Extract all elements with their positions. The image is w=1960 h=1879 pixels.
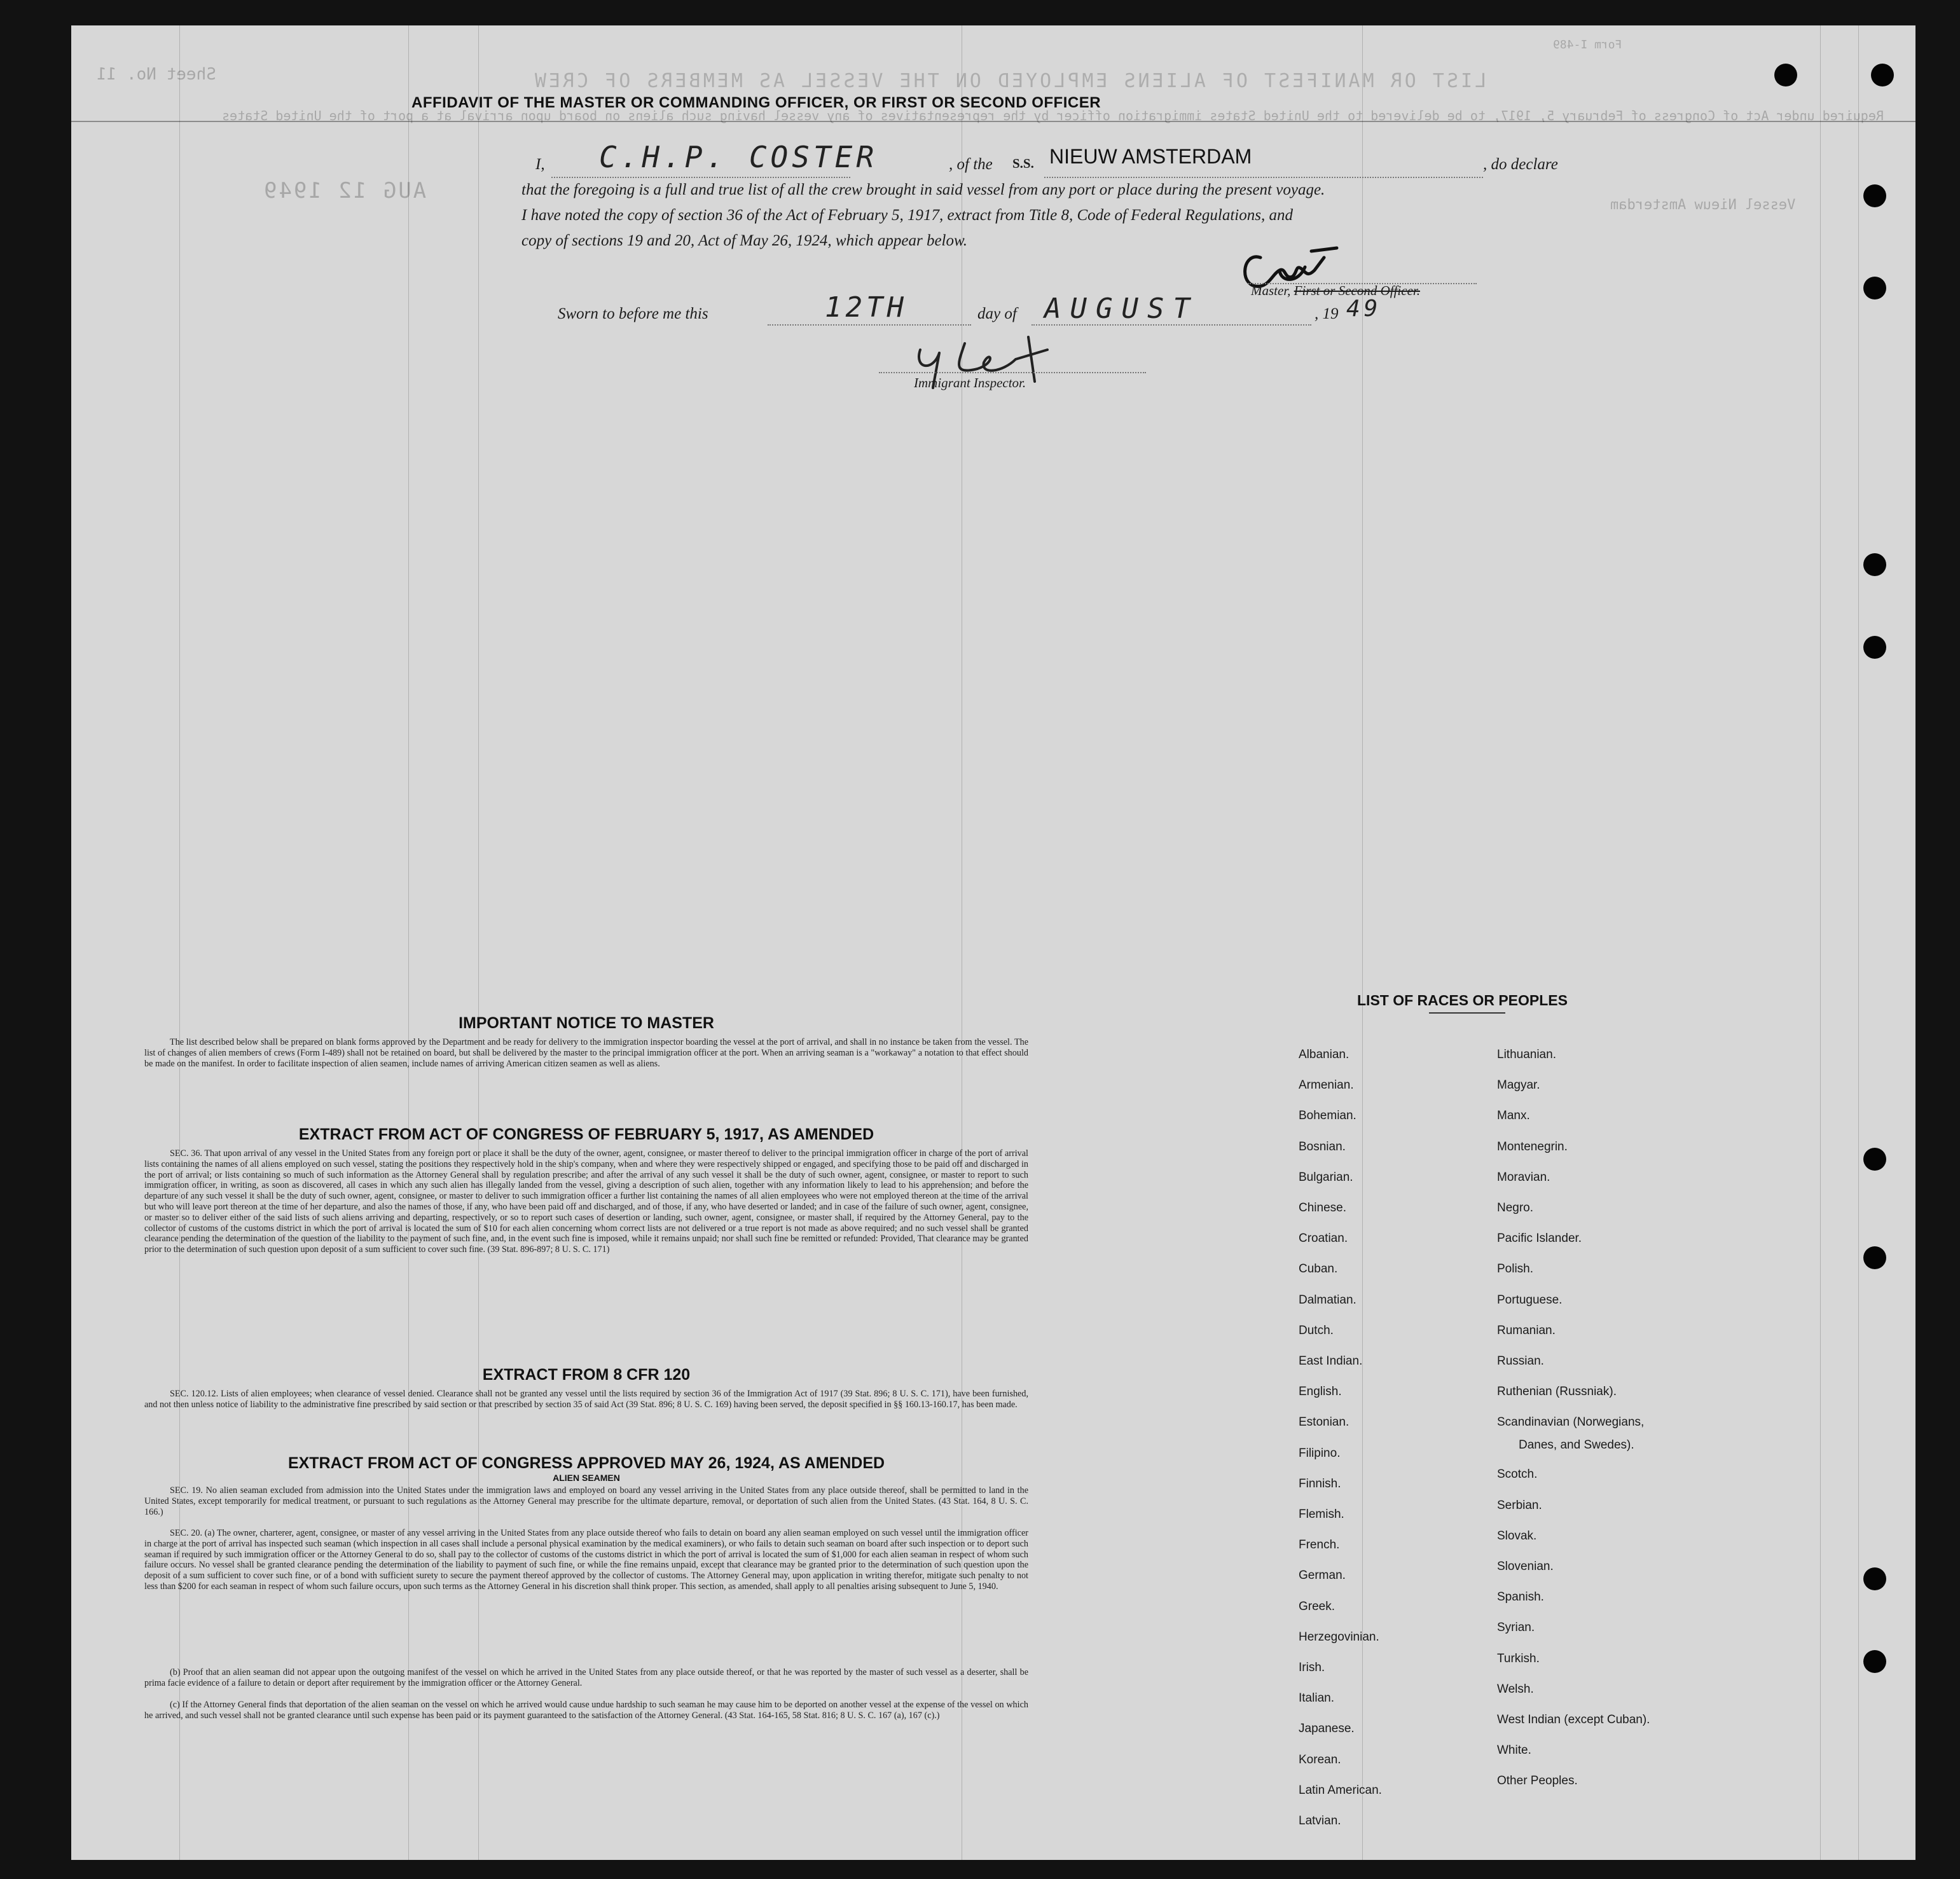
master-signature-line (1248, 283, 1477, 284)
inspector-label: Immigrant Inspector. (914, 375, 1026, 390)
race-item: Russian. (1497, 1354, 1544, 1368)
race-item: Bosnian. (1299, 1139, 1346, 1153)
race-item: Polish. (1497, 1262, 1534, 1276)
master-name-blank (551, 177, 850, 178)
notice-text: The list described below shall be prepared on blank forms approved by the Department and be ready for delivery to the immigration inspector boarding the vessel at the port of arrival, and shall in no instance be taken from the vessel. The list of changes of alien members of crews (Form I-489) shall not be retained on board, but shall be delivered by the master to the principal immigration officer at the port. When an arriving seaman is a "workaway" a notation to that effect should be made on the manifest. In order to facilitate inspection of alien seamen, include names of arriving American citizen seamen as well as aliens. (144, 1037, 1028, 1069)
ghost-sheet-label: Sheet No. 11 (97, 65, 216, 84)
race-item: West Indian (except Cuban). (1497, 1713, 1650, 1726)
ghost-required-text: Required under Act of Congress of February 5, 1917, to be delivered to the United States immigration officer by the representatives of any vessel having such aliens on board upon arrival at a port of the United States (222, 108, 1884, 123)
race-item: Pacific Islander. (1497, 1232, 1582, 1246)
sworn-label: Sworn to before me this (558, 305, 708, 322)
race-item: Magyar. (1497, 1078, 1540, 1092)
year-suffix: 49 (1346, 296, 1382, 322)
master-title-struck: First or Second Officer. (1294, 283, 1420, 298)
affidavit-of-the: , of the (949, 156, 993, 173)
race-item: Armenian. (1299, 1078, 1354, 1092)
race-item: Scotch. (1497, 1468, 1538, 1482)
race-item: Flemish. (1299, 1508, 1344, 1521)
extract-1917-title: EXTRACT FROM ACT OF CONGRESS OF FEBRUARY 5, 1917, AS AMENDED (298, 1125, 874, 1143)
binder-hole (1863, 636, 1886, 659)
race-item: Albanian. (1299, 1048, 1349, 1061)
race-item: Danes, and Swedes). (1519, 1438, 1634, 1452)
binder-hole (1863, 1650, 1886, 1673)
binder-hole (1863, 1148, 1886, 1171)
race-item: Bohemian. (1299, 1109, 1356, 1123)
affidavit-i: I, (535, 156, 545, 173)
race-item: East Indian. (1299, 1354, 1363, 1368)
race-item: Slovenian. (1497, 1560, 1554, 1573)
race-item: Manx. (1497, 1109, 1530, 1123)
race-item: White. (1497, 1744, 1531, 1758)
race-item: Korean. (1299, 1752, 1341, 1766)
race-item: Latin American. (1299, 1783, 1382, 1797)
binder-hole (1863, 1246, 1886, 1269)
affidavit-line3: I have noted the copy of section 36 of the Act of February 5, 1917, extract from Title 8, Code of Federal Regulations, and (521, 207, 1293, 224)
binder-hole (1863, 1567, 1886, 1590)
race-item: English. (1299, 1385, 1342, 1399)
race-item: Serbian. (1497, 1498, 1542, 1512)
vessel-blank (1044, 177, 1483, 178)
binder-hole (1863, 184, 1886, 207)
affidavit-do-declare: , do declare (1483, 156, 1558, 173)
race-item: Dutch. (1299, 1323, 1334, 1337)
extract-1924-sec20a: SEC. 20. (a) The owner, charterer, agent, consignee, or master of any vessel arriving in the United States from any place outside thereof who fails to detain on board any alien seaman employed on such vessel until the immigration officer in charge at the port of arrival has inspected such seaman (which inspection in all cases shall include a personal physical examination by the medical examiners), or who fails to detain such seaman on board after such inspection or to deport such seaman if required by such immigration officer or the Attorney General to do so, shall pay to the collector of customs of the customs district in which the port of arrival is located the sum of $1,000 for each alien seaman in respect of whom such failure occurs. No vessel shall be granted clearance pending the determination of the liability to payment of such fine, or while the fine remains unpaid, except that clearance may be granted prior to the determination of such question upon the deposit of a sum sufficient to cover such fine, or of a bond with sufficient surety to secure the payment thereof approved by the collector of customs. The Attorney General may, upon application in writing therefor, mitigate such penalty to not less than $200 for each seaman in respect of whom such failure occurs, upon such terms as the Attorney General in his discretion shall think proper. This section, as amended, shall apply to all penalties arising subsequent to June 5, 1940. (144, 1528, 1028, 1592)
ghost-rule (1820, 25, 1821, 1860)
race-item: Negro. (1497, 1201, 1534, 1215)
race-item: Italian. (1299, 1691, 1334, 1705)
master-title (1251, 283, 1420, 299)
ghost-vessel-label: Vessel Nieuw Amsterdam (1610, 197, 1796, 213)
race-item: Croatian. (1299, 1232, 1348, 1246)
race-item: Greek. (1299, 1599, 1335, 1613)
affidavit-line2: that the foregoing is a full and true list of all the crew brought in said vessel from any port or place during the present voyage. (521, 181, 1325, 198)
race-item: Montenegrin. (1497, 1139, 1568, 1153)
race-item: Estonian. (1299, 1415, 1349, 1429)
race-item: Syrian. (1497, 1621, 1535, 1635)
master-name: C.H.P. COSTER (599, 140, 878, 174)
ghost-rule (1858, 25, 1859, 1860)
race-item: Japanese. (1299, 1722, 1355, 1736)
master-title-label: Master, (1251, 283, 1291, 298)
inspector-signature-line (879, 372, 1146, 373)
sworn-month: AUGUST (1044, 293, 1199, 325)
ss-label: S.S. (1012, 156, 1034, 171)
races-title: LIST OF RACES OR PEOPLES (1357, 992, 1568, 1008)
race-item: Spanish. (1497, 1590, 1544, 1604)
year-prefix: , 19 (1315, 305, 1339, 322)
race-item: Turkish. (1497, 1651, 1540, 1665)
race-item: Latvian. (1299, 1814, 1341, 1827)
race-item: Chinese. (1299, 1201, 1346, 1215)
race-item: German. (1299, 1569, 1346, 1583)
race-item: Slovak. (1497, 1529, 1537, 1543)
binder-hole (1774, 64, 1797, 86)
affidavit-title: AFFIDAVIT OF THE MASTER OR COMMANDING OFFICER, OR FIRST OR SECOND OFFICER (411, 94, 1101, 111)
extract-1924-subtitle: ALIEN SEAMEN (553, 1473, 620, 1483)
extract-cfr-text: SEC. 120.12. Lists of alien employees; when clearance of vessel denied. Clearance shall not be granted any vessel until the lists required by section 36 of the Immigration Act of 1917 (39 Stat. 896; 8 U. S. C. 171), have been furnished, and not then unless notice of liability to the administrative fine prescribed by said section or that prescribed by section 35 of said Act (39 Stat. 896; 8 U. S. C. 169) having been served, the deposit specified in §§ 160.13-160.17, has been made. (144, 1389, 1028, 1410)
vessel-name: NIEUW AMSTERDAM (1049, 145, 1252, 168)
race-item: Welsh. (1497, 1682, 1534, 1696)
race-item: Dalmatian. (1299, 1293, 1356, 1307)
race-item: Rumanian. (1497, 1323, 1556, 1337)
race-item: Ruthenian (Russniak). (1497, 1385, 1617, 1399)
binder-hole (1863, 277, 1886, 299)
extract-1924-sec20c: (c) If the Attorney General finds that deportation of the alien seaman on the vessel on which he arrived would cause undue hardship to such seaman he may cause him to be deported on another vessel at the expense of the vessel on which he arrived, and such vessel shall not be granted clearance until such expense has been paid or its payment guaranteed to the satisfaction of the Attorney General. (43 Stat. 164-165, 58 Stat. 816; 8 U. S. C. 167 (a), 167 (c).) (144, 1700, 1028, 1721)
race-item: Portuguese. (1497, 1293, 1563, 1307)
race-item: Finnish. (1299, 1476, 1341, 1490)
manifest-page (71, 25, 1915, 1860)
race-item: Bulgarian. (1299, 1170, 1353, 1184)
race-item: Moravian. (1497, 1170, 1550, 1184)
extract-1924-sec19: SEC. 19. No alien seaman excluded from admission into the United States under the immigration laws and employed on board any vessel arriving in the United States from any place outside thereof, shall be permitted to land in the United States, except temporarily for medical treatment, or pursuant to such regulations as the Attorney General may prescribe for the ultimate departure, removal, or deportation of such alien from the United States. (43 Stat. 164, 8 U. S. C. 166.) (144, 1485, 1028, 1517)
race-item: Filipino. (1299, 1446, 1341, 1460)
race-item: Other Peoples. (1497, 1774, 1578, 1788)
race-item: French. (1299, 1538, 1340, 1552)
ghost-date-stamp: AUG 12 1949 (262, 178, 427, 203)
ghost-form-number: Form I-489 (1553, 38, 1622, 52)
day-of-label: day of (977, 305, 1017, 322)
extract-1924-title: EXTRACT FROM ACT OF CONGRESS APPROVED MAY 26, 1924, AS AMENDED (287, 1454, 885, 1472)
ghost-title: LIST OR MANIFEST OF ALIENS EMPLOYED ON THE VESSEL AS MEMBERS OF CREW (532, 70, 1487, 92)
notice-title: IMPORTANT NOTICE TO MASTER (459, 1014, 714, 1032)
binder-hole (1863, 553, 1886, 576)
race-item: Scandinavian (Norwegians, (1497, 1415, 1645, 1429)
affidavit-line4: copy of sections 19 and 20, Act of May 26, 1924, which appear below. (521, 232, 968, 249)
race-item: Herzegovinian. (1299, 1630, 1379, 1644)
sworn-day: 12TH (825, 291, 908, 324)
race-item: Lithuanian. (1497, 1048, 1556, 1061)
extract-1924-sec20b: (b) Proof that an alien seaman did not appear upon the outgoing manifest of the vessel on which he arrived in the United States from any place outside thereof, or that he was reported by the master of such vessel as a deserter, shall be prima facie evidence of a failure to detain or deport after requirement by the immigration officer or the Attorney General. (144, 1667, 1028, 1688)
extract-cfr-title: EXTRACT FROM 8 CFR 120 (482, 1366, 691, 1384)
extract-1917-text: SEC. 36. That upon arrival of any vessel in the United States from any foreign port or place it shall be the duty of the owner, agent, consignee, or master thereof to deliver to the principal immigration officer in charge of the port of arrival lists containing the names of all aliens employed on such vessel, stating the positions they respectively hold in the ship's company, when and where they were respectively shipped or engaged, and specifying those to be paid off and discharged in the port of arrival; or lists containing so much of such information as the Attorney General shall by regulation prescribe; and after the arrival of any such vessel it shall be the duty of such owner, agent, consignee, or master to report to such immigration officer, in writing, as soon as discovered, all cases in which any such alien has illegally landed from the vessel, giving a description of such alien, together with any information likely to lead to his apprehension; and before the departure of any such vessel it shall be the duty of such owner, agent, consignee, or master to deliver to such immigration officer a further list containing the names of all alien employees who were not employed thereon at the time of the arrival but who will leave port thereon at the time of her departure, and also the names of those, if any, who have been paid off and discharged, and of those, if any, who have deserted or landed; and in case of the failure of such owner, agent, consignee, or master so to deliver either of the said lists of such aliens arriving and departing, respectively, or so to report such cases of desertion or landing, such owner, agent, consignee, or master shall, if required by the Attorney General, pay to the collector of customs of the customs district in which the port of arrival is located the sum of $10 for each alien concerning whom correct lists are not delivered or a true report is not made as above required; and no such vessel shall be granted clearance pending the determination of the question of the liability to the payment of such fine, and, in the event such fine is imposed, while it remains unpaid; nor shall such fine be remitted or refunded: Provided, That clearance may be granted prior to the determination of such question upon deposit of a sum sufficient to cover such fine. (39 Stat. 896-897; 8 U. S. C. 171) (144, 1148, 1028, 1255)
binder-hole (1871, 64, 1894, 86)
races-title-rule (1429, 1012, 1505, 1014)
race-item: Cuban. (1299, 1262, 1338, 1276)
race-item: Irish. (1299, 1661, 1325, 1674)
